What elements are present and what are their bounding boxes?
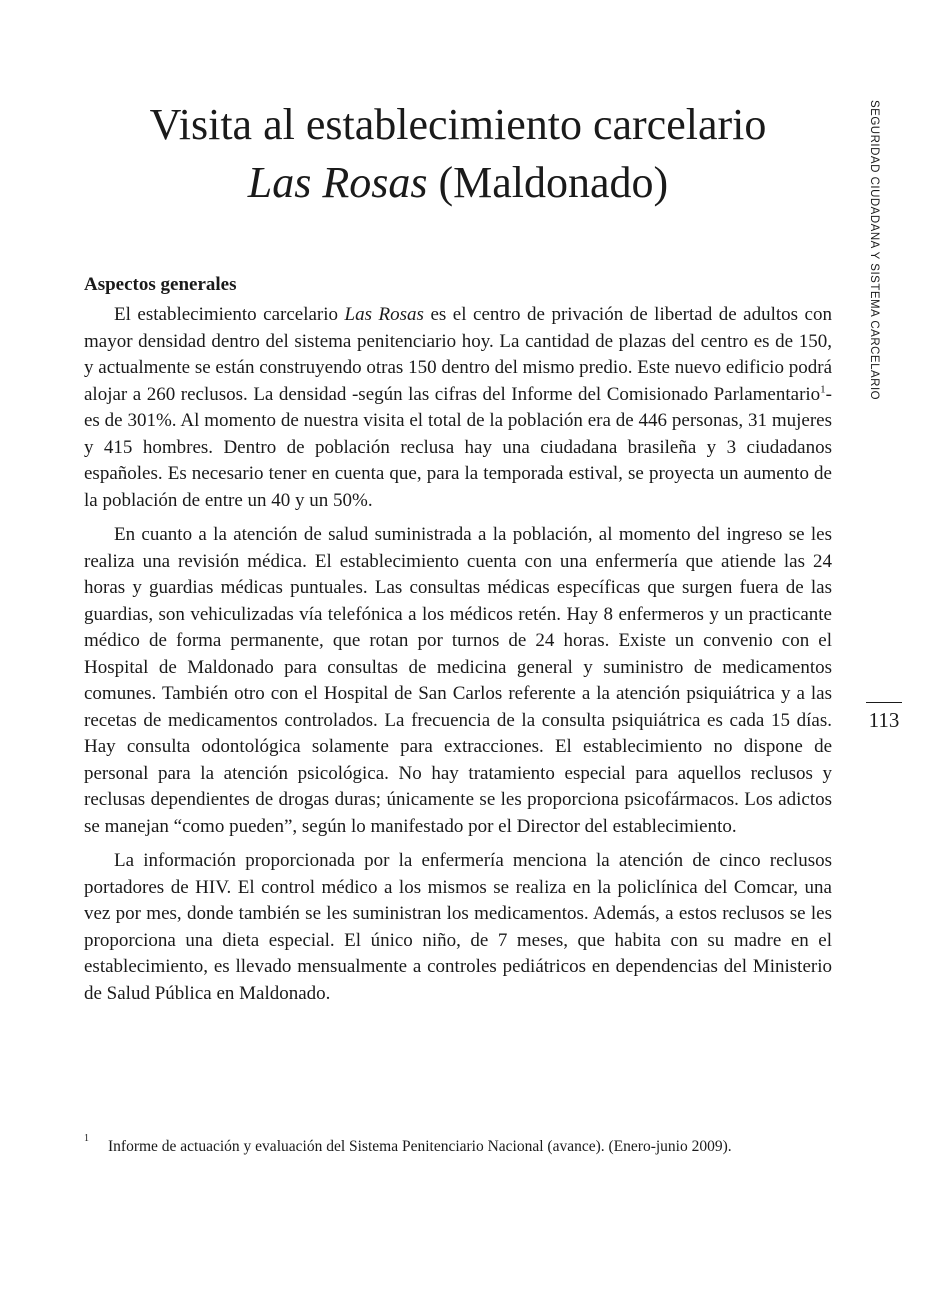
page-number: 113 [868, 708, 900, 732]
title-line-1: Visita al establecimiento carcelario [149, 100, 767, 149]
title-line-2-rest: (Maldonado) [427, 158, 669, 207]
paragraph-1-a: El establecimiento carcelario [114, 304, 345, 325]
page-number-rule [866, 702, 902, 703]
footnote-mark: 1 [84, 1133, 89, 1144]
body-text [84, 302, 832, 1015]
paragraph-1-c: - es de 301%. Al momento de nuestra visita el total de la población era de 446 personas, 31 mujeres y 415 hombres. Dentro de población reclusa hay una ciudadana brasileña y 3 ciudadanos españoles. Es necesario tener en cuenta que, para la temporada estival, se proyecta un aumento de la población de entre un 40 y un 50%. [84, 383, 832, 511]
section-heading: Aspectos generales [84, 274, 237, 295]
footnote-reference: 1 [820, 383, 826, 396]
paragraph-3: La información proporcionada por la enfermería menciona la atención de cinco reclusos portadores de HIV. El control médico a los mismos se realiza en la policlínica del Comcar, una vez por mes, donde también se les suministran los medicamentos. Además, a estos reclusos se les proporciona una dieta especial. El único niño, de 7 meses, que habita con su madre en el establecimiento, es llevado mensualmente a controles pediátricos en dependencias del Ministerio de Salud Pública en Maldonado. [84, 850, 832, 1004]
paragraph-1 [84, 302, 832, 514]
page-title [84, 96, 832, 212]
footnote-text: Informe de actuación y evaluación del Sistema Penitenciario Nacional (avance). (Enero-junio 2009). [108, 1138, 732, 1155]
title-italic-name: Las Rosas [247, 158, 428, 207]
paragraph-2: En cuanto a la atención de salud suministrada a la población, al momento del ingreso se les realiza una revisión médica. El establecimiento cuenta con una enfermería que atiende las 24 horas y guardias médicas puntuales. Las consultas médicas específicas que surgen fuera de las guardias, son vehiculizadas vía telefónica a los médicos retén. Hay 8 enfermeros y un practicante médico de forma permanente, que rotan por turnos de 24 horas. Existe un convenio con el Hospital de Maldonado para consultas de medicina general y suministro de medicamentos comunes. También otro con el Hospital de San Carlos referente a la atención psiquiátrica y a las recetas de medicamentos controlados. La frecuencia de la consulta psiquiátrica es cada 15 días. Hay consulta odontológica solamente para extracciones. El establecimiento no dispone de personal para la atención psicológica. No hay tratamiento especial para aquellos reclusos y reclusas dependientes de drogas duras; únicamente se les proporciona psicofármacos. Los adictos se manejan “como pueden”, según lo manifestado por el Director del establecimiento. [84, 524, 832, 837]
running-head: SEGURIDAD CIUDADANA Y SISTEMA CARCELARIO [868, 100, 880, 401]
paragraph-1-italic: Las Rosas [344, 304, 424, 325]
paragraph-1-b: es el centro de privación de libertad de adultos con mayor densidad dentro del sistema penitenciario hoy. La cantidad de plazas del centro es de 150, y actualmente se están construyendo otras 150 dentro del mismo predio. Este nuevo edificio podrá alojar a 260 reclusos. La densidad -según las cifras del Informe del Comisionado Parlamentario [84, 304, 832, 405]
